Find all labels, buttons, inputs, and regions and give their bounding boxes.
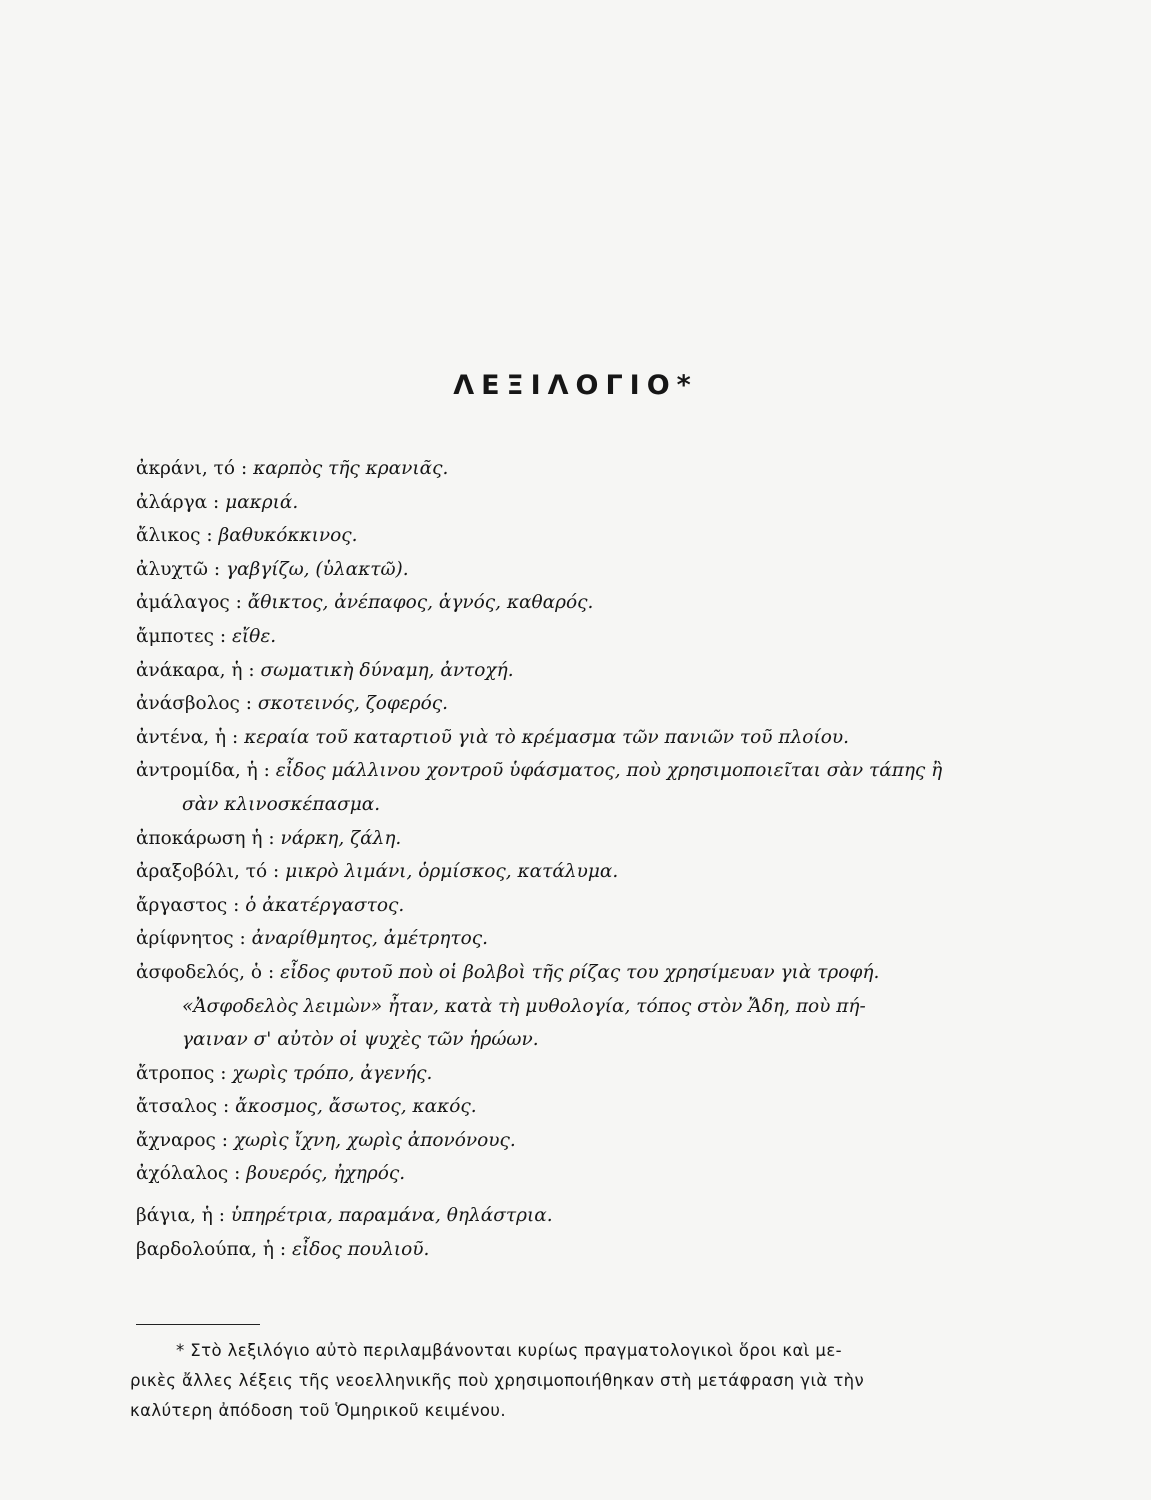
entry-definition: σωματικὴ δύναμη, ἀντοχή.: [260, 659, 514, 681]
entry-definition: γαβγίζω, (ὑλακτῶ).: [226, 558, 409, 580]
glossary-entry: ἀμάλαγος : ἄθικτος, ἀνέπαφος, ἁγνός, καθαρός.: [136, 592, 594, 614]
footnote-divider: [136, 1324, 260, 1325]
glossary-list: [136, 452, 1036, 1266]
entry-definition: βαθυκόκκινος.: [218, 525, 358, 547]
entry-definition: εἶδος μάλλινου χοντροῦ ὑφάσματος, ποὺ χρησιμοποιεῖται σὰν τάπης ἢ: [275, 760, 943, 782]
footnote-line: * Στὸ λεξιλόγιο αὐτὸ περιλαμβάνονται κυρίως πραγματολογικοὶ ὅροι καὶ με-: [176, 1341, 842, 1360]
entry-definition: ὁ ἀκατέργαστος.: [245, 894, 405, 916]
glossary-entry: ἀκράνι, τό : καρπὸς τῆς κρανιᾶς.: [136, 458, 449, 479]
glossary-entry: ἄλικος : βαθυκόκκινος.: [136, 525, 358, 547]
glossary-entry: βάγια, ἡ : ὑπηρέτρια, παραμάνα, θηλάστρια.: [136, 1205, 553, 1227]
footnote-line: ρικὲς ἄλλες λέξεις τῆς νεοελληνικῆς ποὺ χρησιμοποιήθηκαν στὴ μετάφραση γιὰ τὴν: [130, 1371, 865, 1390]
glossary-entry: ἀντένα, ἡ : κεραία τοῦ καταρτιοῦ γιὰ τὸ κρέμασμα τῶν πανιῶν τοῦ πλοίου.: [136, 726, 849, 748]
glossary-entry-continuation: [136, 990, 1036, 1024]
entry-definition: ἀναρίθμητος, ἀμέτρητος.: [251, 928, 488, 950]
entry-definition: ἄθικτος, ἀνέπαφος, ἁγνός, καθαρός.: [247, 592, 594, 614]
entry-definition: ἄκοσμος, ἄσωτος, κακός.: [235, 1096, 477, 1118]
entry-term: ἀλάργα: [136, 491, 208, 513]
entry-definition: μακριά.: [225, 491, 299, 513]
entry-definition: κεραία τοῦ καταρτιοῦ γιὰ τὸ κρέμασμα τῶν πανιῶν τοῦ πλοίου.: [244, 726, 849, 748]
footnote-line: καλύτερη ἀπόδοση τοῦ Ὁμηρικοῦ κειμένου.: [130, 1401, 506, 1420]
glossary-entry: ἀρίφνητος : ἀναρίθμητος, ἀμέτρητος.: [136, 928, 488, 950]
glossary-entry-continuation: [136, 788, 1036, 822]
entry-term: ἄλικος: [136, 525, 201, 547]
entry-definition: εἴθε.: [232, 625, 277, 647]
entry-definition: χωρὶς τρόπο, ἀγενής.: [232, 1062, 433, 1084]
glossary-entry: ἄμποτες : εἴθε.: [136, 625, 277, 647]
glossary-entry: ἀλάργα : μακριά.: [136, 491, 299, 513]
entry-term: ἀραξοβόλι, τό: [136, 861, 268, 883]
glossary-entry: ἀλυχτῶ : γαβγίζω, (ὑλακτῶ).: [136, 558, 409, 580]
entry-definition-continued: σὰν κλινοσκέπασμα.: [182, 793, 381, 815]
glossary-entry: ἀραξοβόλι, τό : μικρὸ λιμάνι, ὁρμίσκος, κατάλυμα.: [136, 861, 619, 883]
entry-term: ἀκράνι, τό: [136, 458, 236, 479]
entry-term: ἀνάκαρα, ἡ: [136, 659, 243, 681]
entry-term: ἄτροπος: [136, 1062, 215, 1084]
entry-term: ἄργαστος: [136, 894, 228, 916]
entry-term: ἄμποτες: [136, 625, 214, 647]
entry-term: ἀντένα, ἡ: [136, 726, 227, 748]
entry-term: ἄτσαλος: [136, 1096, 218, 1118]
entry-term: ἀντρομίδα, ἡ: [136, 760, 258, 782]
glossary-entry: ἀποκάρωση ἡ : νάρκη, ζάλη.: [136, 827, 402, 849]
entry-definition: εἶδος φυτοῦ ποὺ οἱ βολβοὶ τῆς ρίζας του χρησίμευαν γιὰ τροφή.: [280, 961, 880, 983]
entry-term: ἀνάσβολος: [136, 693, 240, 715]
footnote: [130, 1336, 1030, 1426]
entry-term: ἀρίφνητος: [136, 928, 234, 950]
glossary-entry: ἀνάκαρα, ἡ : σωματικὴ δύναμη, ἀντοχή.: [136, 659, 514, 681]
glossary-entry: ἀσφοδελός, ὁ : εἶδος φυτοῦ ποὺ οἱ βολβοὶ τῆς ρίζας του χρησίμευαν γιὰ τροφή.: [136, 961, 880, 983]
section-gap: [136, 1191, 1036, 1199]
entry-definition: χωρὶς ἴχνη, χωρὶς ἀπονόνους.: [233, 1129, 516, 1151]
entry-term: ἀχόλαλος: [136, 1163, 229, 1185]
glossary-entry: βαρδολούπα, ἡ : εἶδος πουλιοῦ.: [136, 1238, 430, 1260]
entry-definition: σκοτεινός, ζοφερός.: [257, 693, 449, 715]
glossary-entry: ἄργαστος : ὁ ἀκατέργαστος.: [136, 894, 405, 916]
entry-definition: μικρὸ λιμάνι, ὁρμίσκος, κατάλυμα.: [285, 861, 619, 883]
entry-term: ἀποκάρωση ἡ: [136, 827, 263, 849]
entry-term: ἄχναρος: [136, 1129, 216, 1151]
entry-term: ἀσφοδελός, ὁ: [136, 961, 263, 983]
glossary-entry: ἀχόλαλος : βουερός, ἠχηρός.: [136, 1163, 406, 1185]
glossary-entry-continuation: [136, 1023, 1036, 1057]
entry-definition-continued: γαιναν σ' αὐτὸν οἱ ψυχὲς τῶν ἡρώων.: [182, 1029, 539, 1051]
entry-definition: νάρκη, ζάλη.: [280, 827, 402, 849]
glossary-entry: ἄτσαλος : ἄκοσμος, ἄσωτος, κακός.: [136, 1096, 477, 1118]
glossary-entry: ἀνάσβολος : σκοτεινός, ζοφερός.: [136, 693, 449, 715]
entry-term: βαρδολούπα, ἡ: [136, 1238, 274, 1260]
glossary-entry: ἄχναρος : χωρὶς ἴχνη, χωρὶς ἀπονόνους.: [136, 1129, 516, 1151]
entry-definition: καρπὸς τῆς κρανιᾶς.: [253, 458, 449, 479]
entry-term: ἀλυχτῶ: [136, 558, 208, 580]
entry-definition: βουερός, ἠχηρός.: [246, 1163, 406, 1185]
entry-definition-continued: «Ἀσφοδελὸς λειμὼν» ἦταν, κατὰ τὴ μυθολογία, τόπος στὸν Ἄδη, ποὺ πή-: [182, 995, 866, 1017]
glossary-entry: ἄτροπος : χωρὶς τρόπο, ἀγενής.: [136, 1062, 433, 1084]
entry-term: ἀμάλαγος: [136, 592, 230, 614]
page-title: ΛΕΞΙΛΟΓΙΟ*: [453, 370, 698, 401]
entry-definition: ὑπηρέτρια, παραμάνα, θηλάστρια.: [230, 1205, 553, 1227]
glossary-entry: ἀντρομίδα, ἡ : εἶδος μάλλινου χοντροῦ ὑφάσματος, ποὺ χρησιμοποιεῖται σὰν τάπης ἢ: [136, 760, 943, 782]
entry-definition: εἶδος πουλιοῦ.: [291, 1238, 430, 1260]
entry-term: βάγια, ἡ: [136, 1205, 213, 1227]
